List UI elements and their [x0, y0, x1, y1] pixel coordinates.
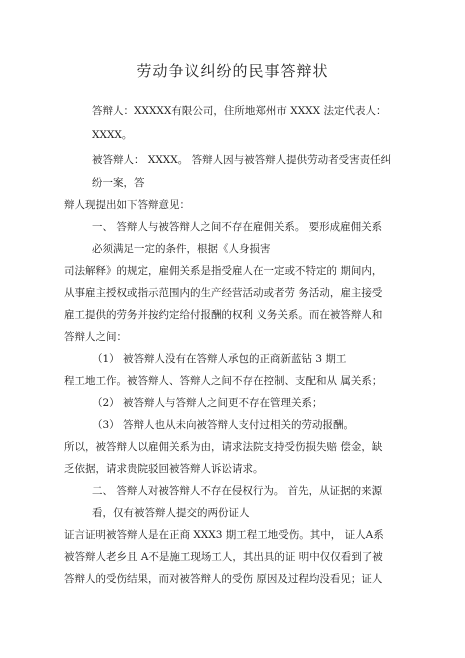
text-line: XXXX。 — [92, 129, 133, 141]
text-line: （3） 答辩人也从未向被答辩人支付过相关的劳动报酬。 — [92, 419, 355, 431]
document-title: 劳动争议纠纷的民事答辩状 — [136, 62, 329, 80]
text-line: 从事雇主授权或指示范围内的生产经营活动或者劳 务活动，雇主接受 — [64, 287, 383, 299]
text-line: 看，仅有被答辩人提交的两份证人 — [92, 507, 250, 519]
text-line: 雇工提供的劳务并按约定给付报酬的权利 义务关系。而在被答辩人和 — [64, 309, 383, 321]
text-line: 所以，被答辩人以雇佣关系为由，请求法院支持受伤损失赔 偿金，缺 — [64, 441, 383, 453]
text-line: 答辩人：XXXXX有限公司，住所地郑州市 XXXX 法定代表人： — [92, 105, 387, 117]
text-line: 二、 答辩人对被答辩人不存在侵权行为。 首先，从证据的来源 — [92, 485, 383, 497]
text-line: 被答辩人： XXXX。 答辩人因与被答辩人提供劳动者受害责任纠 — [92, 154, 392, 166]
text-line: 辩人现提出如下答辩意见： — [64, 199, 190, 211]
text-line: 答辩人之间： — [64, 331, 127, 343]
text-line: 证言证明被答辩人是在正商 XXX3 期工程工地受伤。其中， 证人A系 — [64, 529, 384, 541]
text-line: 一、 答辩人与被答辩人之间不存在雇佣关系。 要形成雇佣关系 — [92, 221, 383, 233]
text-line: 被答辩人老乡且 A不是施工现场工人，其出具的证 明中仅仅看到了被 — [64, 551, 383, 563]
text-line: 必须满足一定的条件，根据《人身损害 — [92, 243, 271, 255]
text-line: 答辩人的受伤结果，而对被答辩人的受伤 原因及过程均没看见；证人 — [64, 573, 383, 585]
text-line: 司法解释》的规定，雇佣关系是指受雇人在一定或不特定的 期间内， — [64, 265, 383, 277]
text-line: 纷一案，答 — [92, 177, 145, 189]
text-line: 程工地工作。被答辩人、答辩人之间不存在控制、支配和从 属关系； — [64, 375, 383, 387]
text-line: （2） 被答辩人与答辩人之间更不存在管理关系； — [92, 397, 323, 409]
text-line: （1） 被答辩人没有在答辩人承包的正商新蓝钻 3 期工 — [92, 353, 347, 365]
text-line: 乏依据，请求贵院驳回被答辩人诉讼请求。 — [64, 463, 264, 475]
